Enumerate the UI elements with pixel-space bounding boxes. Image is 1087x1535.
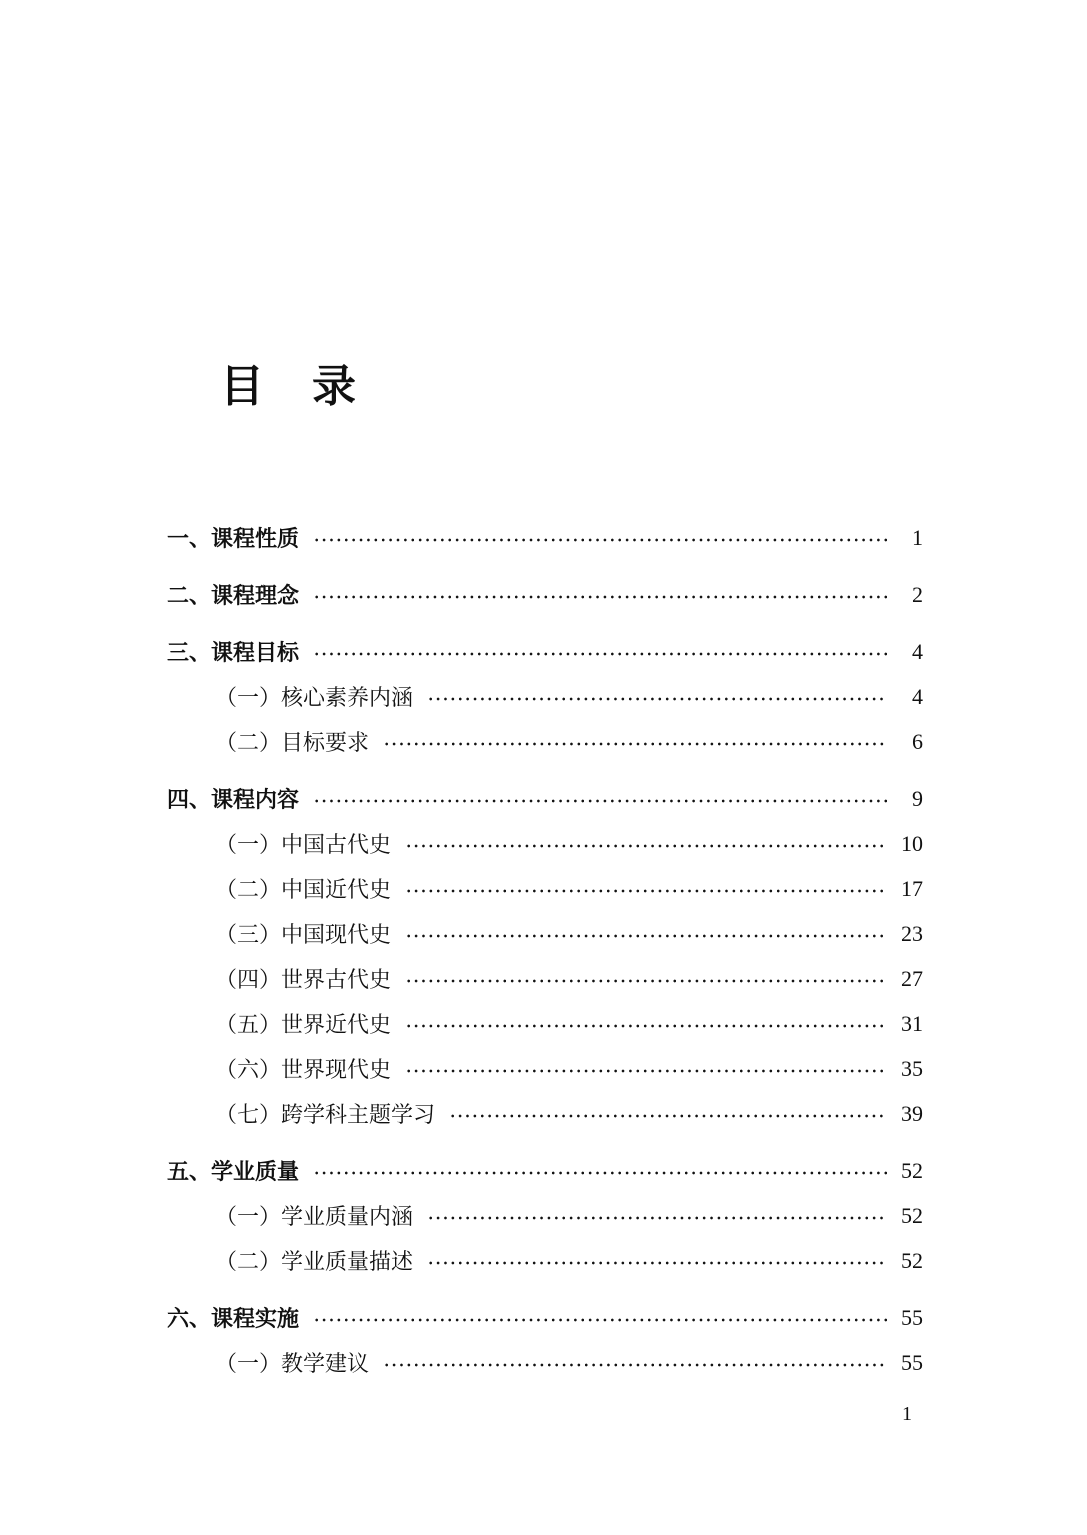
toc-entry[interactable] xyxy=(167,719,923,764)
toc-entry-label: （五）世界近代史 xyxy=(215,1013,392,1038)
toc-entry-label: （三）中国现代史 xyxy=(215,923,392,948)
page-title: 目录 xyxy=(220,361,404,412)
toc-entry-label: （一）学业质量内涵 xyxy=(215,1205,414,1230)
dot-leader xyxy=(383,1363,887,1367)
dot-leader xyxy=(313,1318,887,1322)
toc-entry-page: 10 xyxy=(901,830,923,856)
toc-entry-page: 55 xyxy=(901,1304,923,1330)
toc-entry-page: 9 xyxy=(912,785,923,811)
toc-entry-page: 52 xyxy=(901,1247,923,1273)
toc-entry[interactable] xyxy=(167,956,923,1001)
toc-entry[interactable] xyxy=(167,866,923,911)
toc-entry-label: 四、课程内容 xyxy=(167,788,300,813)
toc-entry-page: 27 xyxy=(901,965,923,991)
footer-page-number: 1 xyxy=(902,1403,912,1425)
dot-leader xyxy=(405,979,887,983)
dot-leader xyxy=(313,595,887,599)
toc-entry-page: 31 xyxy=(901,1010,923,1036)
toc-entry-label: （六）世界现代史 xyxy=(215,1058,392,1083)
toc-entry[interactable] xyxy=(167,1001,923,1046)
toc-entry[interactable] xyxy=(167,1340,923,1385)
toc-entry-label: 一、课程性质 xyxy=(167,527,300,552)
dot-leader xyxy=(427,1216,887,1220)
toc-entry-label: （四）世界古代史 xyxy=(215,968,392,993)
toc-entry-page: 1 xyxy=(912,524,923,550)
dot-leader xyxy=(313,652,887,656)
toc-entry[interactable] xyxy=(167,911,923,956)
dot-leader xyxy=(405,934,887,938)
toc-entry-label: 六、课程实施 xyxy=(167,1307,300,1332)
toc-entry-page: 2 xyxy=(912,581,923,607)
dot-leader xyxy=(427,1261,887,1265)
toc-entry-label: 二、课程理念 xyxy=(167,584,300,609)
dot-leader xyxy=(405,889,887,893)
toc-entry-page: 6 xyxy=(912,728,923,754)
dot-leader xyxy=(313,538,887,542)
toc-entry[interactable] xyxy=(167,1091,923,1136)
toc-entry-label: （二）中国近代史 xyxy=(215,878,392,903)
toc-entry[interactable] xyxy=(167,1046,923,1091)
dot-leader xyxy=(405,1024,887,1028)
toc-entry[interactable] xyxy=(167,515,923,560)
toc-entry-page: 52 xyxy=(901,1202,923,1228)
toc-entry[interactable] xyxy=(167,1148,923,1193)
toc-entry[interactable] xyxy=(167,629,923,674)
toc-entry-page: 4 xyxy=(912,638,923,664)
toc-entry[interactable] xyxy=(167,572,923,617)
toc-entry-page: 39 xyxy=(901,1100,923,1126)
toc-entry-label: （一）核心素养内涵 xyxy=(215,686,414,711)
toc-entry-page: 17 xyxy=(901,875,923,901)
toc-entry-page: 52 xyxy=(901,1157,923,1183)
dot-leader xyxy=(449,1114,887,1118)
dot-leader xyxy=(427,697,887,701)
toc-entry-label: （七）跨学科主题学习 xyxy=(215,1103,436,1128)
toc-entry-page: 35 xyxy=(901,1055,923,1081)
toc-entry-label: （一）中国古代史 xyxy=(215,833,392,858)
dot-leader xyxy=(383,742,887,746)
toc-entry[interactable] xyxy=(167,1295,923,1340)
table-of-contents xyxy=(167,515,923,1385)
dot-leader xyxy=(405,844,887,848)
toc-entry[interactable] xyxy=(167,1193,923,1238)
toc-entry[interactable] xyxy=(167,776,923,821)
toc-entry-page: 23 xyxy=(901,920,923,946)
toc-entry-label: （二）目标要求 xyxy=(215,731,370,756)
toc-entry-label: 三、课程目标 xyxy=(167,641,300,666)
toc-entry-label: （一）教学建议 xyxy=(215,1352,370,1377)
toc-entry[interactable] xyxy=(167,821,923,866)
toc-entry-label: 五、学业质量 xyxy=(167,1160,300,1185)
toc-entry[interactable] xyxy=(167,674,923,719)
toc-entry-page: 4 xyxy=(912,683,923,709)
dot-leader xyxy=(313,1171,887,1175)
dot-leader xyxy=(405,1069,887,1073)
toc-entry[interactable] xyxy=(167,1238,923,1283)
toc-entry-label: （二）学业质量描述 xyxy=(215,1250,414,1275)
toc-entry-page: 55 xyxy=(901,1349,923,1375)
dot-leader xyxy=(313,799,887,803)
